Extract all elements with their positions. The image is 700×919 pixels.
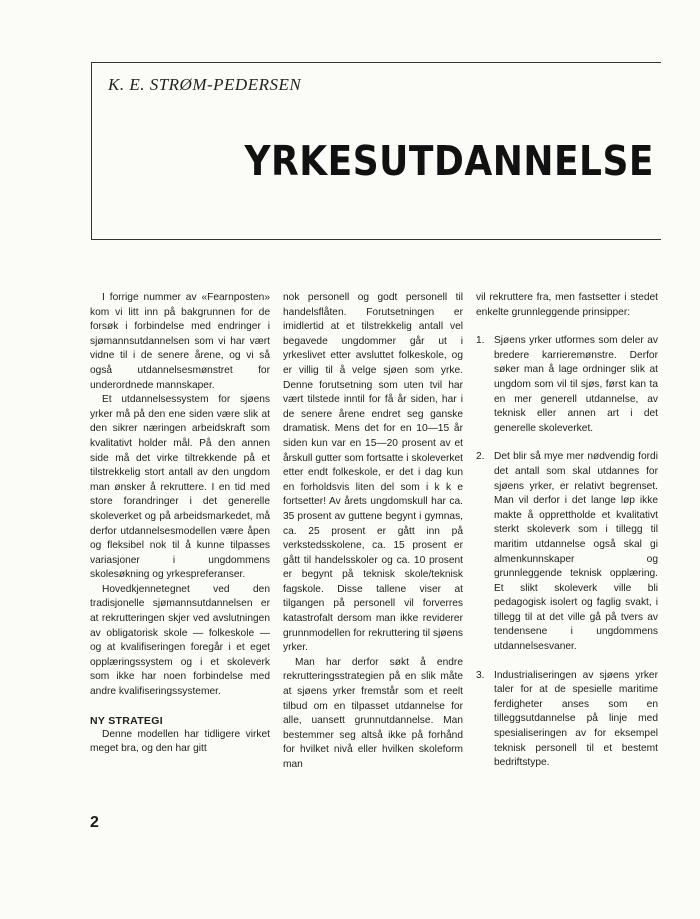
page-number: 2 (90, 814, 99, 831)
principles-list (476, 334, 658, 771)
list-item-text: Det blir så mye mer nødvendig fordi det antall som skal utdannes for sjøens yrker, er relativt begrenset. Man vil derfor i det lange løp ikke makte å opprettholde et kvalitativt sterkt skoleverk som i tillegg til maritim utdannelse også skal gi almenkunnskaper og grunnleggende teknisk opplæring. Et slikt skoleverk ville bli pedagogisk isolert og faglig svakt, i tillegg til at det ville gå på tvers av tendensene i ungdommens utdannelsesvaner. (494, 451, 658, 653)
paragraph: Denne modellen har tidligere virket meget bra, og den har gitt (90, 728, 270, 755)
paragraph: vil rekruttere fra, men fastsetter i stedet enkelte grunnleggende prinsipper: (476, 292, 658, 318)
list-item (476, 450, 658, 654)
list-item-number: 2. (476, 451, 485, 463)
list-item-text: Industrialiseringen av sjøens yrker taler for at de spesielle maritime ferdigheter anses som en tilleggsutdannelse på linje med spesialiseringen av for eksempel teknisk personell til et bestemt bedriftstype. (494, 669, 658, 769)
paragraph: Et utdannelsessystem for sjøens yrker må på den ene siden være slik at den sikrer næringen arbeidskraft som kvalitativt holder mål. På den annen side må det virke tiltrekkende på et tilstrekkelig stort antall av den ungdom man ønsker å rekruttere. I en tid med store forandringer i det generelle skoleverket og på arbeidsmarkedet, må derfor utdannelsesmodellen være åpen og fleksibel nok til å kunne tilpasses variasjoner i ungdommens skolesøkning og yrkespreferanser. (90, 394, 270, 581)
paragraph: Hovedkjennetegnet ved den tradisjonelle sjømannsutdannelsen er at rekrutteringen skjer ved avslutningen av obligatorisk skole — folkeskole — og at kvalifiseringen foregår i et eget opplæringssystem og i et skoleverk som ikke har noen forbindelse med andre kvalifiseringssystemer. (90, 583, 270, 698)
section-heading: NY STRATEGI (90, 714, 163, 727)
article-title: YRKESUTDANNELSE (244, 138, 654, 186)
list-item-number: 1. (476, 335, 485, 347)
author-name: K. E. STRØM-PEDERSEN (108, 75, 302, 94)
list-item-text: Sjøens yrker utformes som deler av bredere karrieremønstre. Derfor søker man å lage ordninger slik at ungdom som vil til sjøs, først kan ta en mer generell utdannelse, av teknisk eller annen art i det generelle skoleverket. (494, 335, 658, 434)
text-column-2 (283, 291, 463, 773)
paragraph: nok personell og godt personell til handelsflåten. Forutsetningen er imidlertid at et tilstrekkelig antall vel begavede ungdommer går ut i yrkeslivet etter avsluttet folkeskole, og er villig til å velge sjøen som yrke. Denne forutsetning som uten tvil har vært tilstede inntil for få år siden, har i de senere årene endret seg ganske dramatisk. Mens det for en 10—15 år siden kun var en 15—20 prosent av et årskull gutter som fortsatte i skoleverket etter endt folkeskole, er det i dag kun en forholdsvis liten del som i k k e fortsetter! Av årets ungdomskull har ca. 35 prosent av guttene begynt i gymnas, ca. 25 prosent er gått inn på verkstedsskolene, ca. 15 prosent er gått til handelsskoler og ca. 10 prosent er begynt på teknisk skole/teknisk fagskole. Disse tallene viser at tilgangen på personell vil forverres katastrofalt dersom man ikke reviderer grunnmodellen for rekruttering til sjøens yrker. (283, 292, 463, 654)
header-frame-left-rule (91, 62, 92, 240)
list-item (476, 334, 658, 436)
header-frame-top-rule (91, 62, 661, 63)
paragraph: Man har derfor søkt å endre rekrutteringsstrategien på en slik måte at sjøens yrker fremstår som et reelt tilbud om en tilpasset utdannelse for alle, uansett grunnutdannelse. Man bestemmer seg altså ikke på forhånd for hvilket nivå eller hvilken skoleform man (283, 656, 463, 770)
list-item (476, 669, 658, 771)
text-column-1 (90, 291, 270, 757)
header-frame-bottom-rule (91, 239, 661, 240)
paragraph: I forrige nummer av «Fearnposten» kom vi litt inn på bakgrunnen for de forsøk i forbindelse med endringer i sjømannsutdannelsen som vi har vært vidne til i de senere årene, og vi så også utdannelsesmønstret for underordnede mannskaper. (90, 292, 270, 391)
text-column-3 (476, 291, 658, 771)
list-item-number: 3. (476, 669, 485, 681)
